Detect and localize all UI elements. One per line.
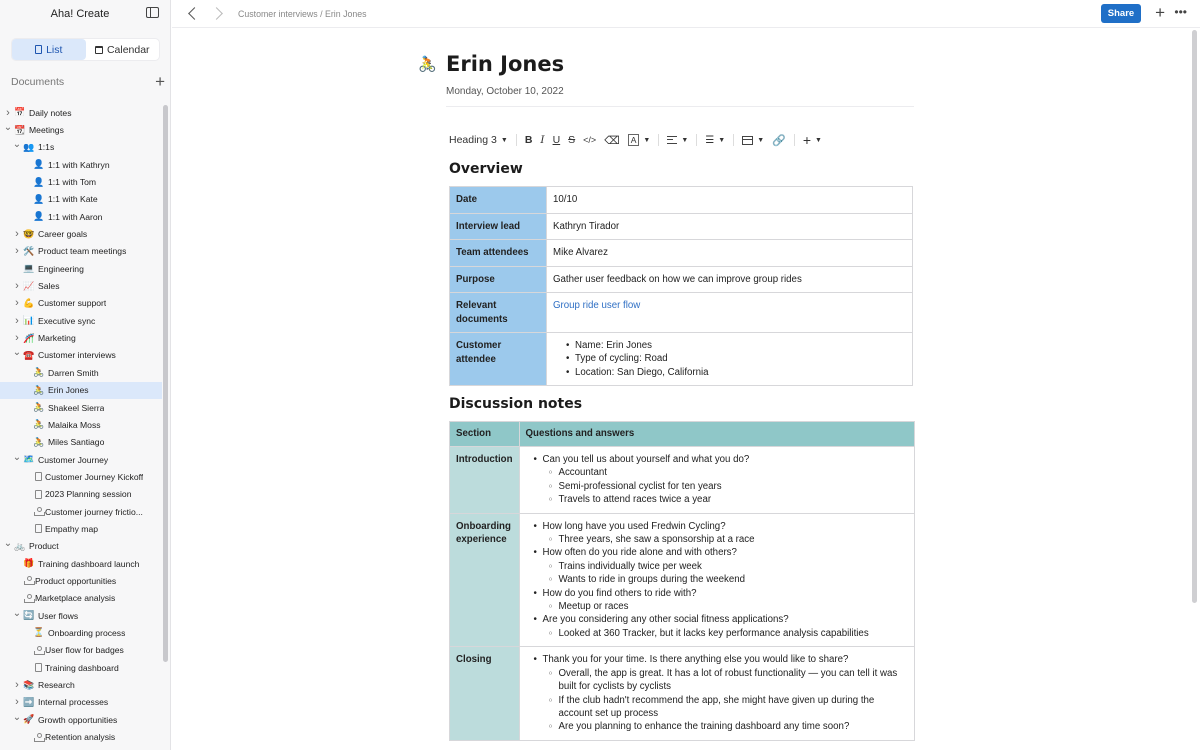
question-item[interactable]	[530, 520, 908, 547]
strikethrough-button[interactable]: S	[568, 134, 576, 146]
chevron-down-icon: ▼	[815, 136, 822, 144]
sidebar-item[interactable]	[0, 208, 162, 225]
emoji-icon: 💻	[23, 263, 35, 274]
sidebar-item-label: Customer interviews	[38, 350, 116, 361]
formatting-toolbar	[449, 132, 830, 148]
sidebar-item-label: Product team meetings	[38, 246, 127, 257]
page-icon	[35, 472, 42, 481]
italic-button[interactable]: I	[540, 134, 545, 146]
sidebar-item-label: 1:1 with Aaron	[48, 211, 103, 222]
chevron-right-icon[interactable]: ›	[15, 280, 19, 293]
emoji-icon: 🎁	[23, 558, 35, 569]
question-text: How do you find others to ride with?	[542, 587, 697, 599]
answer-list	[543, 560, 908, 587]
table-row	[450, 266, 913, 293]
sidebar-item-label: Shakeel Sierra	[48, 402, 105, 413]
chevron-right-icon[interactable]: ›	[15, 679, 19, 692]
table-icon	[742, 136, 753, 145]
emoji-icon: 🚴	[33, 436, 45, 447]
emoji-icon: 🛠️	[23, 245, 35, 256]
table-row	[450, 647, 915, 740]
emoji-icon: 🚴	[33, 367, 45, 378]
answer-item[interactable]: ○ Three years, she saw a sponsorship at a race	[559, 533, 908, 546]
table-row	[450, 447, 915, 514]
eraser-icon[interactable]: ⌫	[604, 134, 620, 147]
customer-attendee-list	[553, 339, 906, 379]
sidebar-item-label: 1:1 with Kathryn	[48, 159, 110, 170]
chevron-down-icon[interactable]: ⌄	[12, 347, 22, 359]
sidebar-item[interactable]	[0, 295, 162, 312]
list-view-button[interactable]	[12, 39, 86, 60]
answer-item[interactable]: ○ Overall, the app is great. It has a lot of robust functionality — you can tell it was built for cyclists by cyclists	[559, 667, 908, 694]
emoji-icon: 💪	[23, 297, 35, 308]
emoji-icon: 🚀	[23, 714, 35, 725]
heading-style-label: Heading 3	[449, 134, 497, 146]
question-text: Can you tell us about yourself and what you do?	[542, 454, 750, 465]
sidebar-item[interactable]	[0, 191, 162, 208]
plus-icon: +	[802, 132, 812, 148]
chevron-right-icon[interactable]: ›	[15, 245, 19, 258]
table-key-cell[interactable]: Customer attendee	[450, 333, 547, 386]
sidebar-item[interactable]	[0, 520, 162, 537]
add-icon[interactable]: +	[1155, 3, 1165, 22]
emoji-icon: 🎢	[23, 332, 35, 343]
section-cell[interactable]: Introduction	[450, 447, 520, 514]
more-options-icon[interactable]: •••	[1174, 5, 1187, 19]
chevron-right-icon[interactable]: ›	[15, 696, 19, 709]
answer-list	[543, 466, 908, 506]
sidebar-item[interactable]	[0, 728, 162, 745]
sidebar-item-label: Product	[29, 541, 59, 552]
answer-item[interactable]: ○ Semi-professional cyclist for ten years	[559, 480, 908, 493]
sidebar-item-label: Daily notes	[29, 107, 72, 118]
table-value-cell[interactable]: Mike Alvarez	[547, 240, 913, 267]
table-value-cell[interactable]: Gather user feedback on how we can improve group rides	[547, 266, 913, 293]
sidebar-item[interactable]	[0, 590, 162, 607]
list-select[interactable]	[705, 132, 725, 148]
sidebar-item-label: Training dashboard launch	[38, 558, 140, 569]
section-cell[interactable]: Closing	[450, 647, 520, 740]
chevron-down-icon: ▼	[757, 136, 765, 144]
answer-list	[543, 600, 908, 613]
chevron-down-icon[interactable]: ⌄	[3, 122, 13, 134]
overview-heading[interactable]: Overview	[449, 161, 523, 177]
calendar-view-button[interactable]	[86, 39, 160, 60]
answer-item[interactable]: ○ Looked at 360 Tracker, but it lacks key performance analysis capabilities	[559, 627, 908, 640]
question-item[interactable]	[530, 587, 908, 614]
sidebar-item-label: Customer support	[38, 298, 107, 309]
sidebar-item[interactable]	[0, 225, 162, 242]
table-row	[450, 187, 913, 214]
whiteboard-icon	[24, 594, 33, 603]
sidebar-item[interactable]	[0, 659, 162, 676]
sidebar-item[interactable]	[0, 260, 162, 277]
sidebar-item-label: Research	[38, 680, 75, 691]
calendar-view-label: Calendar	[106, 43, 150, 56]
link-icon[interactable]: 🔗	[772, 134, 786, 147]
emoji-icon: 📊	[23, 315, 35, 326]
chevron-right-icon[interactable]: ›	[15, 314, 19, 327]
sidebar-item[interactable]	[0, 347, 162, 364]
emoji-icon: 👤	[33, 211, 45, 222]
emoji-icon: 🤓	[23, 228, 35, 239]
sidebar-item[interactable]	[0, 139, 162, 156]
table-select[interactable]	[742, 132, 764, 148]
sidebar-item[interactable]	[0, 434, 162, 451]
sidebar-item[interactable]	[0, 399, 162, 416]
list-item[interactable]: • Name: Erin Jones	[566, 339, 906, 352]
breadcrumb[interactable]: Customer interviews / Erin Jones	[238, 8, 367, 19]
add-document-icon[interactable]: +	[155, 72, 165, 91]
emoji-icon: 📆	[14, 124, 26, 135]
sidebar-item[interactable]	[0, 329, 162, 346]
section-cell[interactable]: Onboarding experience	[450, 513, 520, 647]
answer-item[interactable]: ○ Are you planning to enhance the training dashboard any time soon?	[559, 720, 908, 733]
answer-list	[543, 533, 908, 546]
sidebar-item-label: Miles Santiago	[48, 437, 105, 448]
chevron-right-icon[interactable]: ›	[6, 106, 10, 119]
sidebar-item-label: Customer Journey	[38, 454, 109, 465]
sidebar-item[interactable]	[0, 503, 162, 520]
page-title[interactable]: Erin Jones	[446, 52, 565, 76]
table-row	[450, 333, 913, 386]
bullet-list-icon: ☰	[705, 134, 715, 146]
sidebar-item-label: User flows	[38, 610, 79, 621]
page-icon	[35, 663, 42, 672]
top-bar	[172, 0, 1200, 28]
whiteboard-icon	[24, 576, 33, 585]
qa-cell[interactable]	[519, 513, 914, 647]
sidebar-item-label: 2023 Planning session	[45, 489, 132, 500]
sidebar-item-label: Customer journey frictio...	[45, 506, 143, 517]
calendar-icon	[95, 46, 103, 54]
document-date: Monday, October 10, 2022	[446, 86, 564, 97]
emoji-icon: 🚲	[14, 540, 26, 551]
question-list	[530, 453, 908, 507]
sidebar-item[interactable]	[0, 607, 162, 624]
sidebar-item[interactable]	[0, 382, 162, 399]
chevron-right-icon[interactable]: ›	[15, 228, 19, 241]
toolbar-separator	[516, 134, 517, 146]
sidebar-item[interactable]	[0, 364, 162, 381]
document-header	[418, 52, 918, 107]
sidebar-item-label: Empathy map	[45, 523, 99, 534]
sidebar-item-label: 1:1 with Tom	[48, 177, 97, 188]
sidebar-item[interactable]	[0, 173, 162, 190]
align-select[interactable]	[667, 132, 688, 148]
chevron-down-icon: ▼	[718, 136, 726, 144]
sidebar-item[interactable]	[0, 642, 162, 659]
document-icon	[35, 45, 42, 54]
emoji-icon: ☎️	[23, 349, 35, 360]
group-ride-user-flow-link[interactable]: Group ride user flow	[553, 300, 641, 311]
sidebar-item-label: Product opportunities	[35, 575, 117, 586]
table-key-cell[interactable]: Date	[450, 187, 547, 214]
question-text: How long have you used Fredwin Cycling?	[542, 520, 726, 532]
emoji-icon: ➡️	[23, 696, 35, 707]
sidebar-item[interactable]	[0, 312, 162, 329]
sidebar-item-label: Customer Journey Kickoff	[45, 471, 144, 482]
table-value-cell[interactable]	[547, 293, 913, 333]
qa-cell[interactable]	[519, 647, 914, 740]
table-key-cell[interactable]: Team attendees	[450, 240, 547, 267]
emoji-icon: ⏳	[33, 627, 45, 638]
discussion-table	[449, 421, 915, 741]
question-list	[530, 520, 908, 641]
sidebar-item[interactable]	[0, 277, 162, 294]
sidebar-item[interactable]	[0, 486, 162, 503]
document-emoji-icon[interactable]: 🚴	[418, 56, 437, 73]
list-item[interactable]: • Location: San Diego, California	[566, 366, 906, 379]
back-arrow-icon[interactable]	[188, 7, 201, 20]
font-color-select[interactable]	[628, 132, 651, 148]
whiteboard-icon	[34, 507, 43, 516]
table-key-cell[interactable]: Interview lead	[450, 213, 547, 240]
qa-cell[interactable]	[519, 447, 914, 514]
emoji-icon: 🔄	[23, 610, 35, 621]
emoji-icon: 🚴	[33, 402, 45, 413]
question-text: How often do you ride alone and with others?	[542, 547, 737, 559]
main-scrollbar[interactable]	[1192, 30, 1197, 603]
chevron-down-icon[interactable]: ⌄	[3, 538, 13, 550]
sidebar-item-label: 1:1 with Kate	[48, 194, 98, 205]
sidebar-item-label: Engineering	[38, 263, 84, 274]
sidebar-item[interactable]	[0, 711, 162, 728]
sidebar-item[interactable]	[0, 243, 162, 260]
sidebar-collapse-icon[interactable]	[146, 7, 159, 18]
share-button[interactable]: Share	[1101, 4, 1141, 23]
sidebar-item[interactable]	[0, 572, 162, 589]
document-tree	[0, 104, 162, 746]
sidebar-item[interactable]	[0, 538, 162, 555]
question-item[interactable]	[530, 453, 908, 507]
sidebar-item-label: Onboarding process	[48, 627, 126, 638]
discussion-heading[interactable]: Discussion notes	[449, 396, 583, 412]
sidebar-item[interactable]	[0, 451, 162, 468]
bold-button[interactable]: B	[524, 134, 533, 146]
sidebar-item-label: Meetings	[29, 125, 64, 136]
answer-list	[543, 627, 908, 640]
emoji-icon: 📚	[23, 679, 35, 690]
sidebar-item-label: 1:1s	[38, 142, 55, 153]
emoji-icon: 🚴	[33, 419, 45, 430]
answer-item[interactable]: ○ Wants to ride in groups during the weekend	[559, 573, 908, 586]
align-left-icon	[667, 136, 677, 144]
table-row	[450, 293, 913, 333]
list-view-label: List	[46, 43, 63, 56]
sidebar-item-label: Malaika Moss	[48, 419, 101, 430]
toolbar-separator	[696, 134, 697, 146]
chevron-right-icon[interactable]: ›	[15, 332, 19, 345]
list-item[interactable]: • Type of cycling: Road	[566, 352, 906, 365]
sidebar-item-label: Training dashboard	[45, 662, 119, 673]
column-header-section[interactable]: Section	[450, 422, 520, 447]
sidebar	[0, 0, 171, 750]
answer-item[interactable]: ○ Trains individually twice per week	[559, 560, 908, 573]
heading-style-select[interactable]	[449, 132, 508, 148]
toolbar-separator	[794, 134, 795, 146]
emoji-icon: 🚴	[33, 384, 45, 395]
sidebar-item-label: Sales	[38, 281, 60, 292]
forward-arrow-icon[interactable]	[210, 7, 223, 20]
toolbar-separator	[733, 134, 734, 146]
sidebar-item[interactable]	[0, 104, 162, 121]
table-header-row	[450, 422, 915, 447]
emoji-icon: 🗺️	[23, 454, 35, 465]
table-row	[450, 240, 913, 267]
table-key-cell[interactable]: Purpose	[450, 266, 547, 293]
sidebar-item[interactable]	[0, 416, 162, 433]
sidebar-scrollbar[interactable]	[163, 105, 168, 662]
emoji-icon: 👤	[33, 176, 45, 187]
question-text: Thank you for your time. Is there anything else you would like to share?	[542, 654, 849, 666]
sidebar-item[interactable]	[0, 156, 162, 173]
insert-select[interactable]	[803, 132, 822, 148]
column-header-questions[interactable]: Questions and answers	[519, 422, 914, 447]
sidebar-item-label: Executive sync	[38, 315, 96, 326]
chevron-down-icon[interactable]: ⌄	[12, 139, 22, 151]
overview-table	[449, 186, 913, 386]
whiteboard-icon	[34, 733, 43, 742]
sidebar-item[interactable]	[0, 555, 162, 572]
chevron-down-icon[interactable]: ⌄	[12, 711, 22, 723]
page-icon	[35, 490, 42, 499]
chevron-down-icon[interactable]: ⌄	[12, 607, 22, 619]
emoji-icon: 👥	[23, 141, 35, 152]
sidebar-item-label: User flow for badges	[45, 645, 124, 656]
answer-item[interactable]: ○ Meetup or races	[559, 600, 908, 613]
question-text: Are you considering any other social fitness applications?	[542, 614, 789, 626]
sidebar-item-label: Darren Smith	[48, 367, 99, 378]
question-item[interactable]	[530, 546, 908, 586]
table-row	[450, 213, 913, 240]
app-title: Aha! Create	[50, 7, 110, 20]
chevron-down-icon: ▼	[643, 136, 651, 144]
page-icon	[35, 524, 42, 533]
question-item[interactable]	[530, 653, 908, 733]
emoji-icon: 👤	[33, 193, 45, 204]
documents-heading: Documents	[11, 76, 65, 88]
table-value-cell[interactable]: 10/10	[547, 187, 913, 214]
sidebar-item-label: Career goals	[38, 229, 88, 240]
chevron-down-icon: ▼	[500, 136, 508, 144]
sidebar-item-label: Retention analysis	[45, 732, 116, 743]
emoji-icon: 📅	[14, 107, 26, 118]
sidebar-item[interactable]	[0, 121, 162, 138]
sidebar-item-label: Growth opportunities	[38, 714, 118, 725]
answer-item[interactable]: ○ Accountant	[559, 466, 908, 479]
chevron-right-icon[interactable]: ›	[15, 297, 19, 310]
sidebar-item[interactable]	[0, 694, 162, 711]
sidebar-header	[0, 0, 170, 27]
sidebar-item-label: Internal processes	[38, 697, 109, 708]
emoji-icon: 👤	[33, 159, 45, 170]
answer-list	[543, 667, 908, 734]
sidebar-item-label: Erin Jones	[48, 385, 89, 396]
underline-button[interactable]: U	[552, 134, 561, 146]
table-row	[450, 513, 915, 647]
documents-header	[11, 72, 166, 91]
emoji-icon: 📈	[23, 280, 35, 291]
table-value-cell[interactable]	[547, 333, 913, 386]
code-button[interactable]: </>	[583, 135, 597, 145]
whiteboard-icon	[34, 646, 43, 655]
view-toggle	[11, 38, 160, 61]
sidebar-item[interactable]	[0, 468, 162, 485]
sidebar-item[interactable]	[0, 676, 162, 693]
answer-item[interactable]: ○ If the club hadn't recommend the app, she might have given up during the account set up process	[559, 694, 908, 721]
table-value-cell[interactable]: Kathryn Tirador	[547, 213, 913, 240]
divider	[446, 106, 914, 107]
answer-item[interactable]: ○ Travels to attend races twice a year	[559, 493, 908, 506]
font-color-icon: A	[628, 134, 640, 146]
question-item[interactable]	[530, 613, 908, 640]
sidebar-item-label: Marketing	[38, 333, 76, 344]
document-title-row	[418, 52, 918, 76]
chevron-down-icon[interactable]: ⌄	[12, 451, 22, 463]
table-key-cell[interactable]: Relevant documents	[450, 293, 547, 333]
toolbar-separator	[658, 134, 659, 146]
sidebar-item[interactable]	[0, 624, 162, 641]
question-list	[530, 653, 908, 733]
chevron-down-icon: ▼	[681, 136, 689, 144]
sidebar-item-label: Marketplace analysis	[35, 593, 116, 604]
